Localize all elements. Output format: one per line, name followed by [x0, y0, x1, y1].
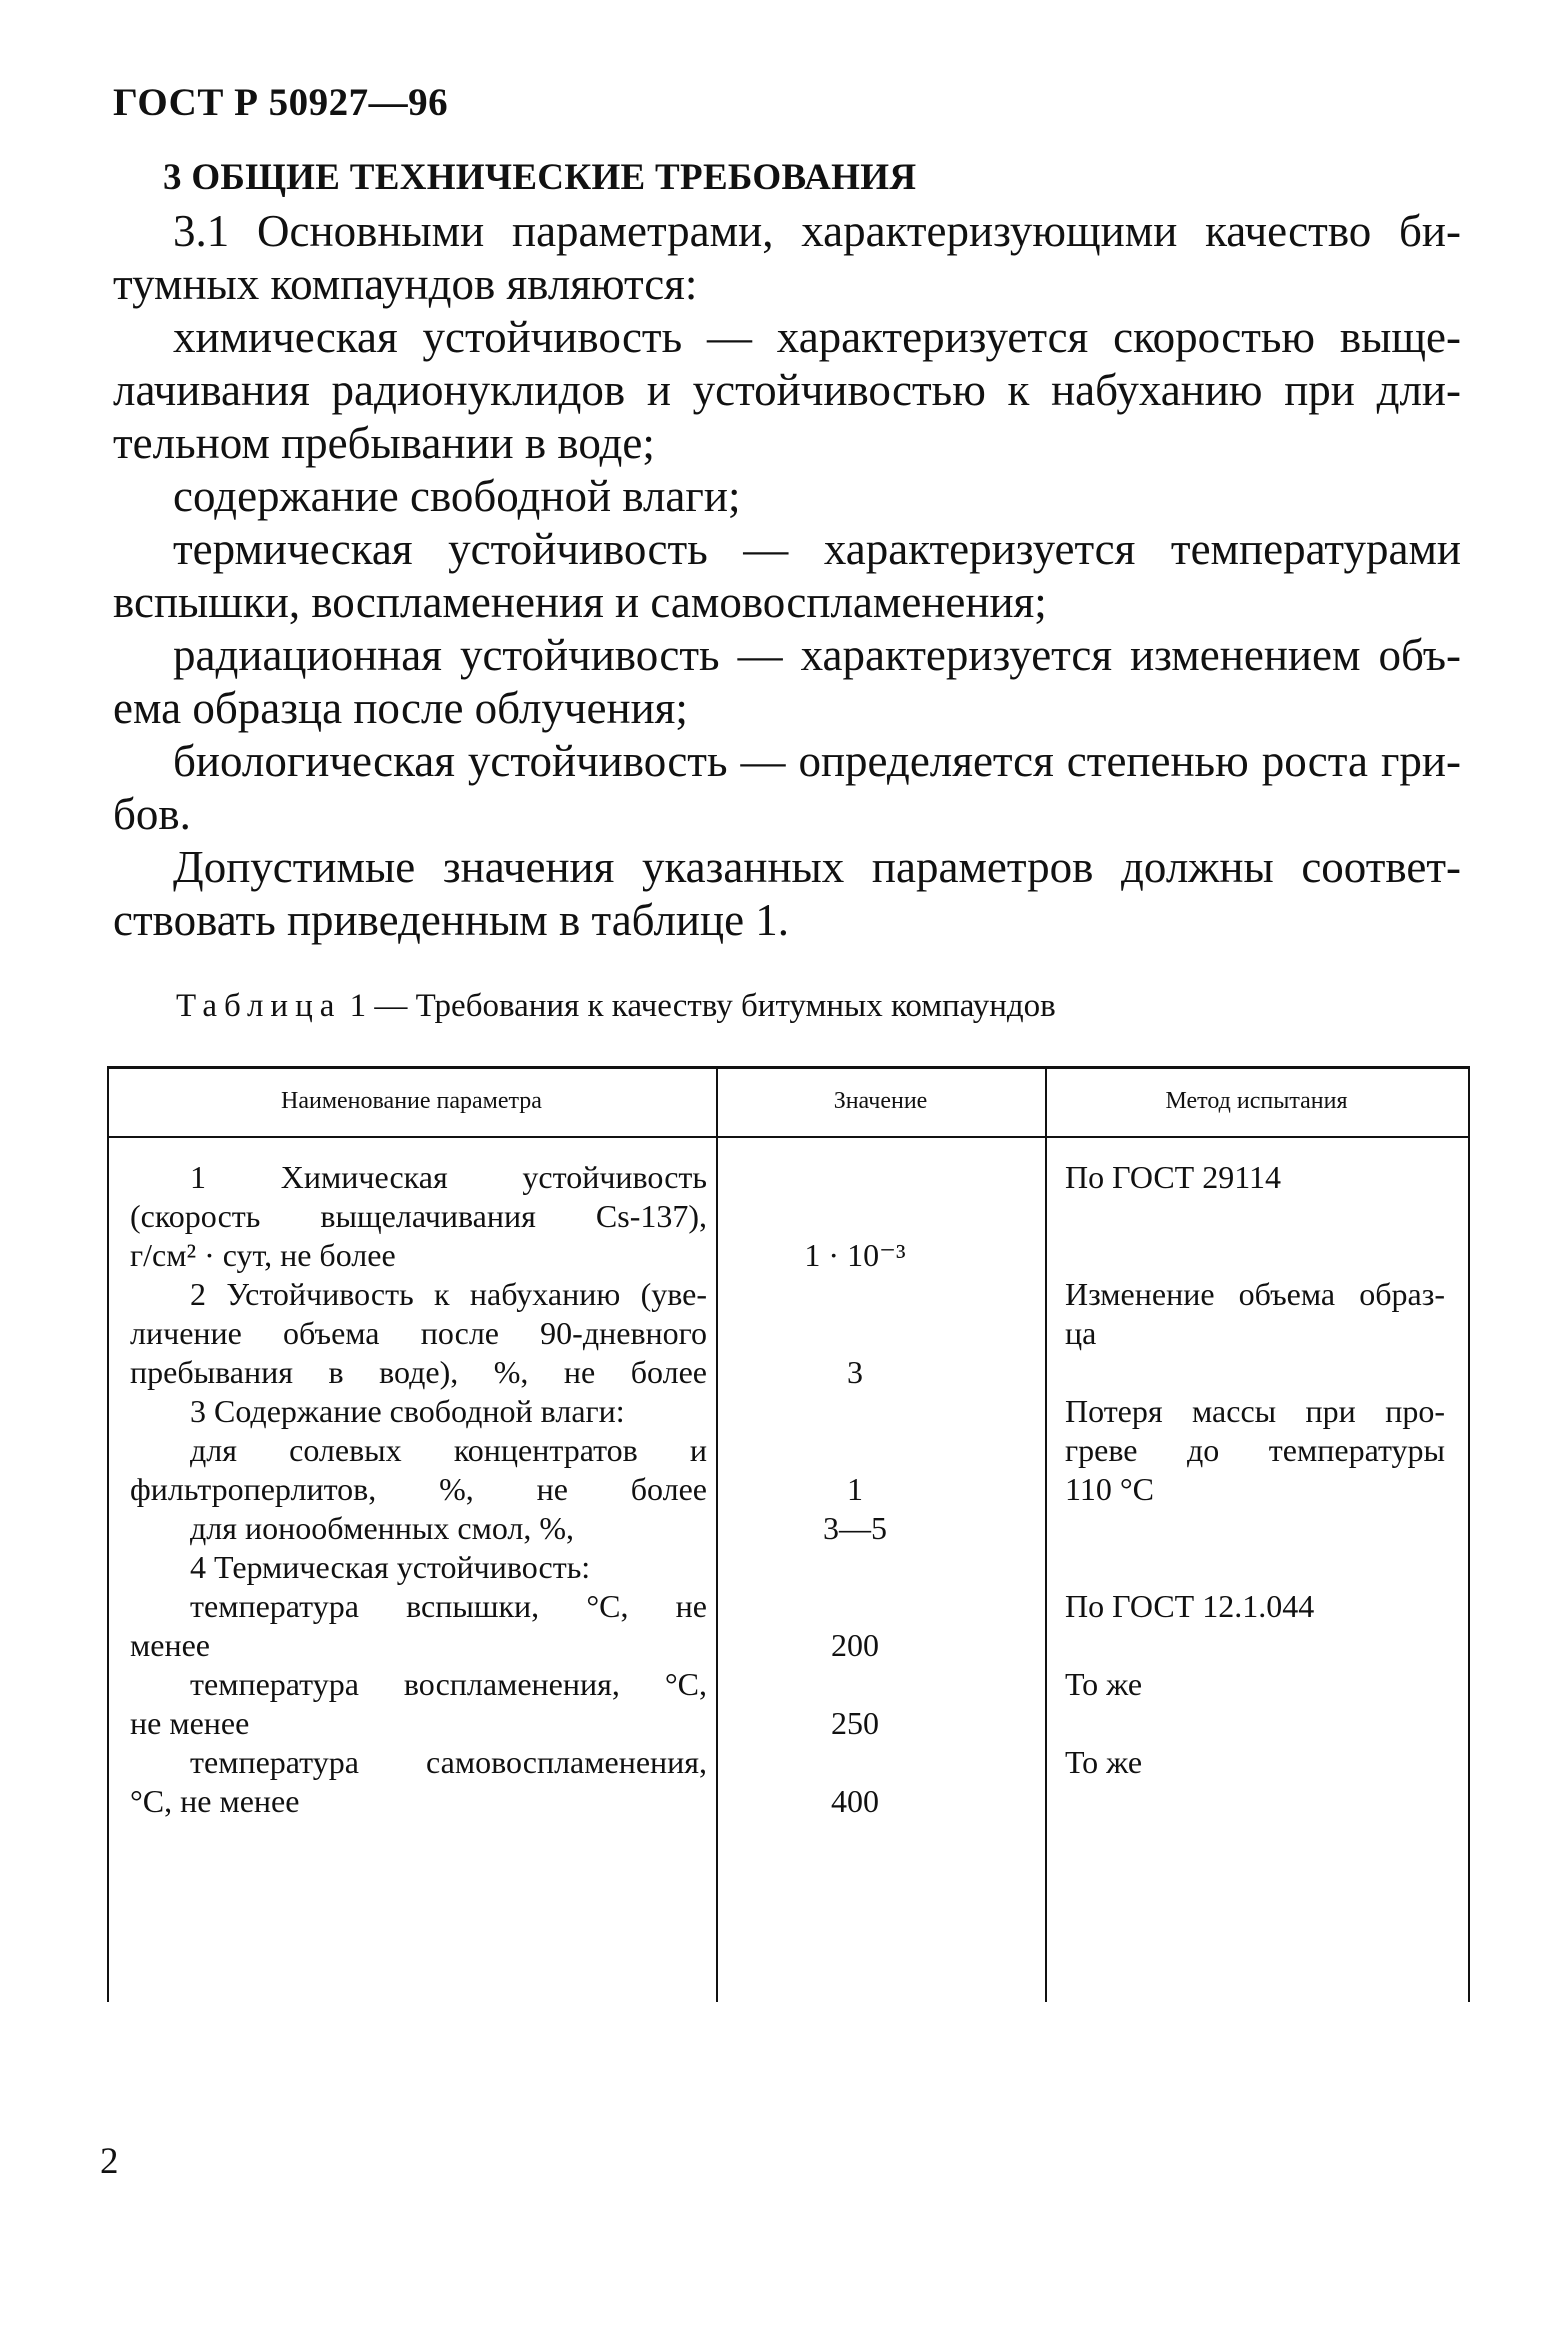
requirements-table [107, 1066, 1470, 2002]
table-header-divider [107, 1136, 1470, 1138]
method-line [1065, 1236, 1445, 1275]
body-line: радиационная устойчивость — характеризуется изменением объ- [173, 630, 1461, 680]
parameter-line: не менее [130, 1705, 250, 1741]
value-line [721, 1392, 989, 1431]
method-line [1065, 1353, 1445, 1392]
parameter-line: температура самовоспламенения, [190, 1744, 707, 1780]
parameter-line: температура воспламенения, °С, [190, 1666, 707, 1702]
parameter-line: фильтроперлитов, %, не более [130, 1471, 707, 1507]
parameter-line: °С, не менее [130, 1783, 300, 1819]
method-line [1065, 1626, 1445, 1665]
value-line [721, 1548, 989, 1587]
body-line: лачивания радионуклидов и устойчивостью к набуханию при дли- [113, 365, 1461, 415]
parameter-line: 4 Термическая устойчивость: [190, 1549, 591, 1585]
method-line: греве до температуры [1065, 1432, 1445, 1468]
table-top-border [107, 1066, 1470, 1069]
method-line: Изменение объема образ- [1065, 1276, 1445, 1312]
parameter-line: 2 Устойчивость к набуханию (уве- [190, 1276, 707, 1312]
value-line: 400 [831, 1783, 879, 1819]
table-column-divider [1045, 1066, 1047, 2002]
method-line: То же [1065, 1744, 1143, 1780]
table-column-divider [716, 1066, 718, 2002]
body-line: ствовать приведенным в таблице 1. [113, 895, 790, 945]
section-title: 3 ОБЩИЕ ТЕХНИЧЕСКИЕ ТРЕБОВАНИЯ [163, 157, 917, 198]
parameter-line: г/см² · сут, не более [130, 1237, 396, 1273]
body-line: вспышки, воспламенения и самовоспламенения; [113, 577, 1047, 627]
column-header-parameter: Наименование параметра [281, 1088, 542, 1114]
method-line: 110 °С [1065, 1471, 1154, 1507]
value-line [721, 1314, 989, 1353]
value-line [721, 1431, 989, 1470]
method-line [1065, 1509, 1445, 1548]
parameter-line: для солевых концентратов и [190, 1432, 707, 1468]
method-line: ца [1065, 1315, 1097, 1351]
value-line [721, 1275, 989, 1314]
method-line [1065, 1548, 1445, 1587]
document-header: ГОСТ Р 50927—96 [113, 81, 449, 124]
body-line: ема образца после облучения; [113, 683, 688, 733]
parameter-line: личение объема после 90-дневного [130, 1315, 707, 1351]
table-caption-text: — Требования к качеству битумных компаундов [366, 988, 1056, 1024]
parameter-line: (скорость выщелачивания Cs-137), [130, 1198, 707, 1234]
method-line: Потеря массы при про- [1065, 1393, 1445, 1429]
method-line [1065, 1782, 1445, 1821]
body-line: бов. [113, 789, 191, 839]
value-line [721, 1665, 989, 1704]
body-line: тумных компаундов являются: [113, 259, 698, 309]
value-line: 1 [847, 1471, 863, 1507]
body-line: биологическая устойчивость — определяется степенью роста гри- [173, 736, 1461, 786]
table-left-border [107, 1066, 109, 2002]
method-line: По ГОСТ 29114 [1065, 1159, 1282, 1195]
value-line: 3 [847, 1354, 863, 1390]
table-caption-number: 1 [349, 988, 367, 1024]
parameter-line: пребывания в воде), %, не более [130, 1354, 707, 1390]
method-line: По ГОСТ 12.1.044 [1065, 1588, 1315, 1624]
parameter-line: для ионообменных смол, %, [190, 1510, 575, 1546]
value-line [721, 1158, 989, 1197]
value-line [721, 1197, 989, 1236]
body-line: 3.1 Основными параметрами, характеризующими качество би- [173, 206, 1461, 256]
body-line: тельном пребывании в воде; [113, 418, 655, 468]
value-line [721, 1743, 989, 1782]
page-number: 2 [100, 2141, 119, 2182]
parameter-line: 3 Содержание свободной влаги: [190, 1393, 625, 1429]
column-header-method: Метод испытания [1165, 1088, 1348, 1114]
body-text [113, 205, 1461, 947]
value-line: 250 [831, 1705, 879, 1741]
value-column [721, 1158, 989, 1821]
value-line [721, 1587, 989, 1626]
table-caption [176, 988, 1056, 1025]
table-caption-prefix: Таблица [176, 988, 342, 1024]
parameter-line: 1 Химическая устойчивость [190, 1159, 707, 1195]
value-line: 1 · 10⁻³ [804, 1237, 906, 1273]
body-line: Допустимые значения указанных параметров должны соответ- [173, 842, 1461, 892]
value-line: 3—5 [823, 1510, 887, 1546]
method-column [1065, 1158, 1445, 1821]
column-header-value: Значение [833, 1088, 928, 1114]
parameter-line: температура вспышки, °С, не [190, 1588, 707, 1624]
method-line [1065, 1704, 1445, 1743]
method-line: То же [1065, 1666, 1143, 1702]
body-line: содержание свободной влаги; [173, 471, 741, 521]
method-line [1065, 1197, 1445, 1236]
parameter-line: менее [130, 1627, 210, 1663]
table-right-border [1468, 1066, 1470, 2002]
body-line: термическая устойчивость — характеризуется температурами [173, 524, 1461, 574]
value-line: 200 [831, 1627, 879, 1663]
body-line: химическая устойчивость — характеризуется скоростью выще- [173, 312, 1461, 362]
parameter-column [130, 1158, 707, 1821]
